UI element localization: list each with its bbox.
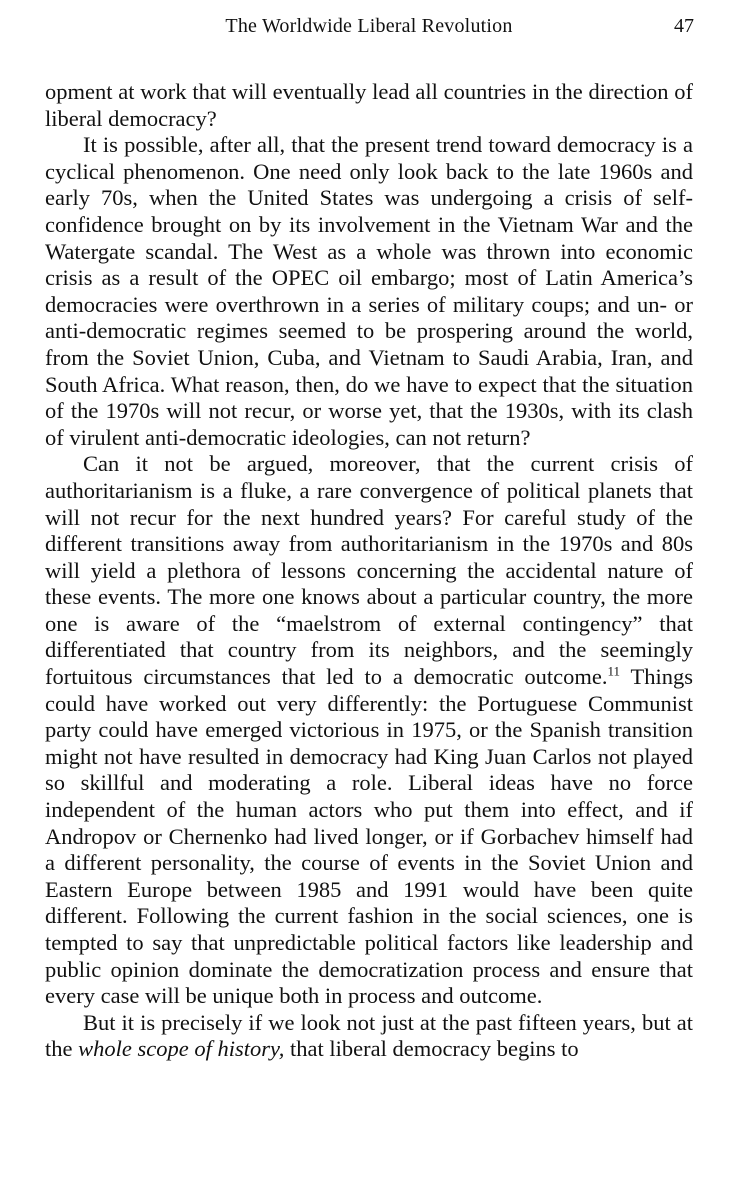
paragraph-3-part-1: Can it not be argued, moreover, that the current crisis of authoritarianism is a fluke, a rare convergence of political planets that will not recur for the next hundred years? For careful study of the different transitions away from authoritarianism in the 1970s and 80s will yield a plethora of lessons concerning the accidental nature of these events. The more one knows about a particular country, the more one is aware of the “maelstrom of external contingency” that differentiated that country from its neighbors, and the seemingly fortuitous circumstances that led to a democratic outcome. [45, 451, 693, 690]
running-title: The Worldwide Liberal Revolution [225, 15, 513, 37]
footnote-marker: 11 [607, 663, 621, 679]
emphasis-whole-scope-of-history: whole scope of history, [78, 1036, 285, 1062]
paragraph-4-part-1: But it is precisely if we look not just at the past fifteen years, but at the [45, 1009, 693, 1062]
body-text [45, 79, 693, 1063]
page-header [44, 12, 694, 40]
paragraph-4-part-2: that liberal democracy begins to [284, 1036, 579, 1062]
paragraph-3 [45, 451, 693, 1009]
paragraph-4 [45, 1010, 693, 1063]
paragraph-2: It is possible, after all, that the present trend toward democracy is a cyclical phenomenon. One need only look back to the late 1960s and early 70s, when the United States was undergoing a crisis of self-confidence brought on by its involvement in the Vietnam War and the Watergate scandal. The West as a whole was thrown into economic crisis as a result of the OPEC oil embargo; most of Latin America’s democracies were overthrown in a series of military coups; and un- or anti-democratic regimes seemed to be prospering around the world, from the Soviet Union, Cuba, and Vietnam to Saudi Arabia, Iran, and South Africa. What reason, then, do we have to expect that the situation of the 1970s will not recur, or worse yet, that the 1930s, with its clash of virulent anti-democratic ideologies, can not return? [45, 132, 693, 450]
paragraph-3-part-2: Things could have worked out very differently: the Portuguese Communist party could have emerged victorious in 1975, or the Spanish transition might not have resulted in democracy had King Juan Carlos not played so skillful and moderating a role. Liberal ideas have no force independent of the human actors who put them into effect, and if Andropov or Chernenko had lived longer, or if Gorbachev himself had a different personality, the course of events in the Soviet Union and Eastern Europe between 1985 and 1991 would have been quite different. Following the current fashion in the social sciences, one is tempted to say that unpredictable political factors like leadership and public opinion dominate the democratization process and ensure that every case will be unique both in process and outcome. [45, 664, 693, 1009]
page-number: 47 [674, 15, 694, 37]
paragraph-1: opment at work that will eventually lead all countries in the direction of liberal democracy? [45, 79, 693, 131]
